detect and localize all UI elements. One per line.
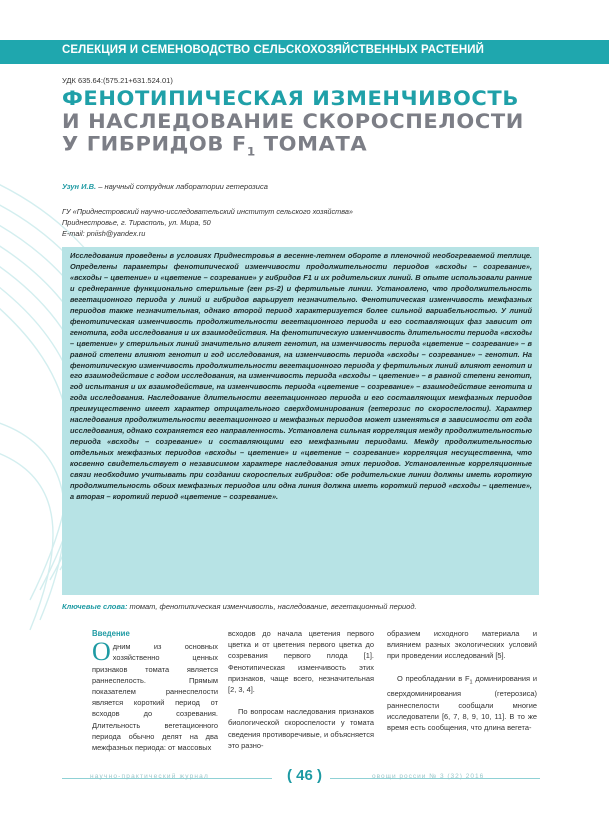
page-number: ( 46 ) xyxy=(287,767,323,784)
body-column-1: Введение Одним из основных хозяйственно ценных признаков томата является раннеспелость. Прямым показателем раннеспелости является короткий период от всходов до созревания. Длительность вегетационного периода обычно делят на два межфазных периода: от массовых xyxy=(92,629,218,753)
body-column-2: всходов до начала цветения первого цветка и от цветения первого цветка до созревания первого плода [1]. Фенотипическая изменчивость этих признаков, чаще всего, незначительная [2, 3, 4]. По вопросам наследования признаков биологической скороспелости у томата сведения противоречивые, и объясняется это разно- xyxy=(228,629,374,750)
affiliation: ГУ «Приднестровский научно-исследовательский институт сельского хозяйства» Приднестровье, г. Тирасполь, ул. Мира, 50 E-mail: pniish@yandex.ru xyxy=(62,207,353,238)
section-heading-intro: Введение xyxy=(92,629,130,638)
article-title xyxy=(62,87,582,163)
footer-journal-name: научно-практический журнал xyxy=(90,773,209,780)
keywords: Ключевые слова: томат, фенотипическая изменчивость, наследование, вегетационный период. xyxy=(62,602,417,611)
abstract-text: Исследования проведены в условиях Приднестровья в весенне-летнем обороте в пленочной необогреваемой теплице. Определены параметры фенотипической изменчивости продолжительности периодов «всходы – созревание», «всходы – цветение» и «цветение – созревание» у гибридов F1 и их родительских линий. В опыте использовали ранние и среднеранние функционально стерильные (ген ps-2) и фертильные линии. Установлено, что продолжительность вегетационного периода у линий и гибридов варьирует незначительно. Фенотипическая изменчивость межфазных периодов также незначительная, однако второй период характеризуется более сильной вариабельностью. У линий фенотипическая изменчивость продолжительности вегетационного периода и его составляющих фаз зависит от генотипа, года исследования и их взаимодействия. На фенотипическую изменчивость длительности периода «всходы – цветение» у стерильных линий значительно влияет генотип, на изменчивость периода «цветение – созревание» – в равной степени влияют генотип и год исследования, на изменчивость периода «всходы – созревание» – генотип. На фенотипическую изменчивость продолжительности вегетационного периода у фертильных линий влияют генотип и его взаимодействие с годом исследования, на изменчивость периода «всходы – цветение» – в равной степени генотип, год испытания и их взаимодействие, на изменчивость периода «цветение – созревание» – взаимодействие генотипа и года исследования. Наследование длительности вегетационного периода и его составляющих межфазных периодов преимущественно имеет характер отрицательного сверхдоминирования (гетерозис по скороспелости). Характер наследования продолжительности вегетационного и межфазных периодов может изменяться в зависимости от года исследования, однако сохраняется его направленность. Установлена сильная корреляция между продолжительностью периода «всходы – созревание» и составляющими его межфазными периодами. Между продолжительностью отдельных межфазных периодов «всходы – цветение» и «цветение – созревание» корреляция несущественна, что косвенно свидетельствует о независимом характере наследования этих периодов. Установленные корреляционные связи необходимо учитывать при создании скороспелых гибридов: обе родительские линии должны иметь короткую продолжительность обоих межфазных периодов или одна линия должна иметь короткий период «всходы – цветение», а вторая – короткий период «цветение – созревание». xyxy=(70,251,532,501)
footer-issue: овощи россии № 3 (32) 2016 xyxy=(372,773,485,780)
title-line-1: ФЕНОТИПИЧЕСКАЯ ИЗМЕНЧИВОСТЬ xyxy=(62,87,519,110)
body-column-3: образием исходного материала и влиянием разных экологических условий при проведении исследований [5]. О преобладании в $F_1$ доминирования и сверхдоминирования (гетерозиса) раннеспелости сообщали многие исследователи [6, 7, 8, 9, 10, 11]. В то же время есть сообщения, что длина вегета- xyxy=(387,629,537,732)
author-role: – научный сотрудник лаборатории гетерозиса xyxy=(96,182,268,191)
keywords-label: Ключевые слова: xyxy=(62,602,128,611)
author-name: Узун И.В. xyxy=(62,182,97,191)
author-line xyxy=(62,182,268,191)
section-title: СЕЛЕКЦИЯ И СЕМЕНОВОДСТВО СЕЛЬСКОХОЗЯЙСТВЕННЫХ РАСТЕНИЙ xyxy=(62,44,485,56)
drop-cap: О xyxy=(92,637,111,667)
title-line-3: У ГИБРИДОВ $F_1$ ТОМАТА xyxy=(62,132,368,159)
email: E-mail: pniish@yandex.ru xyxy=(62,229,146,238)
udk-code: УДК 635.64:(575.21+631.524.01) xyxy=(62,76,173,85)
title-line-2: И НАСЛЕДОВАНИЕ СКОРОСПЕЛОСТИ xyxy=(62,109,524,133)
